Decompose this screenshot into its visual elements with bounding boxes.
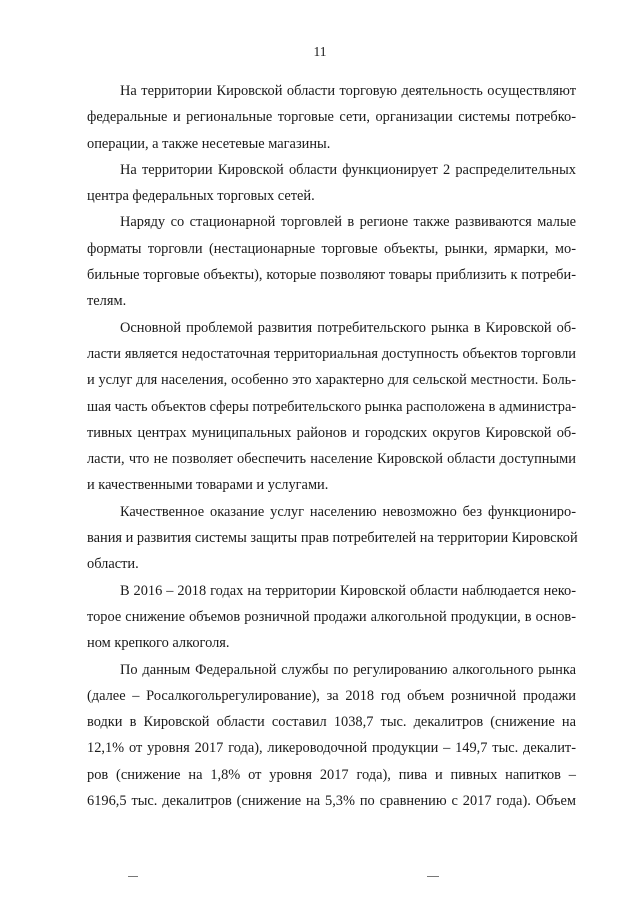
text-line: центра федеральных торговых сетей. [87, 188, 315, 205]
text-line: бильные торговые объекты), которые позволяют товары приблизить к потреби- [87, 267, 576, 284]
text-line: вания и развития системы защиты прав потребителей на территории Кировской [87, 530, 578, 547]
text-line: 6196,5 тыс. декалитров (снижение на 5,3% по сравнению с 2017 года). Объем [87, 793, 576, 810]
scan-speck [427, 876, 439, 877]
scan-speck [128, 876, 138, 877]
text-line: операции, а также несетевые магазины. [87, 135, 331, 152]
text-line: ном крепкого алкоголя. [87, 635, 230, 652]
text-line: области. [87, 556, 139, 573]
paragraph [87, 315, 576, 499]
text-line: ласти является недостаточная территориальная доступность объектов торговли [87, 345, 576, 362]
paragraph [87, 78, 576, 157]
text-line: По данным Федеральной службы по регулированию алкогольного рынка [120, 661, 576, 678]
text-line: Качественное оказание услуг населению невозможно без функциониро- [120, 503, 576, 520]
paragraph [87, 499, 576, 578]
text-line: Наряду со стационарной торговлей в регионе также развиваются малые [120, 214, 576, 231]
text-line: федеральные и региональные торговые сети, организации системы потребко- [87, 109, 576, 126]
text-line: На территории Кировской области функционирует 2 распределительных [120, 161, 576, 178]
text-line: телям. [87, 293, 127, 310]
paragraph [87, 209, 576, 314]
text-line: и услуг для населения, особенно это характерно для сельской местности. Боль- [87, 372, 576, 389]
paragraph [87, 578, 576, 657]
text-line: В 2016 – 2018 годах на территории Кировской области наблюдается неко- [120, 582, 576, 599]
paragraph [87, 657, 576, 815]
text-line: ласти, что не позволяет обеспечить население Кировской области доступными [87, 451, 576, 468]
text-line: 12,1% от уровня 2017 года), ликероводочной продукции – 149,7 тыс. декалит- [87, 740, 576, 757]
text-line: тивных центрах муниципальных районов и городских округов Кировской об- [87, 424, 576, 441]
text-line: торое снижение объемов розничной продажи алкогольной продукции, в основ- [87, 608, 576, 625]
text-line: и качественными товарами и услугами. [87, 477, 329, 494]
document-body [87, 78, 576, 814]
text-line: Основной проблемой развития потребительского рынка в Кировской об- [120, 319, 576, 336]
text-line: шая часть объектов сферы потребительского рынка расположена в администра- [87, 398, 577, 415]
text-line: водки в Кировской области составил 1038,7 тыс. декалитров (снижение на [87, 714, 576, 731]
page-number: 11 [313, 44, 327, 59]
text-line: ров (снижение на 1,8% от уровня 2017 года), пива и пивных напитков – [87, 766, 576, 783]
text-line: (далее – Росалкогольрегулирование), за 2018 год объем розничной продажи [87, 687, 576, 704]
text-line: На территории Кировской области торговую деятельность осуществляют [120, 83, 576, 99]
text-line: форматы торговли (нестационарные торговые объекты, рынки, ярмарки, мо- [87, 240, 576, 257]
paragraph [87, 157, 576, 210]
